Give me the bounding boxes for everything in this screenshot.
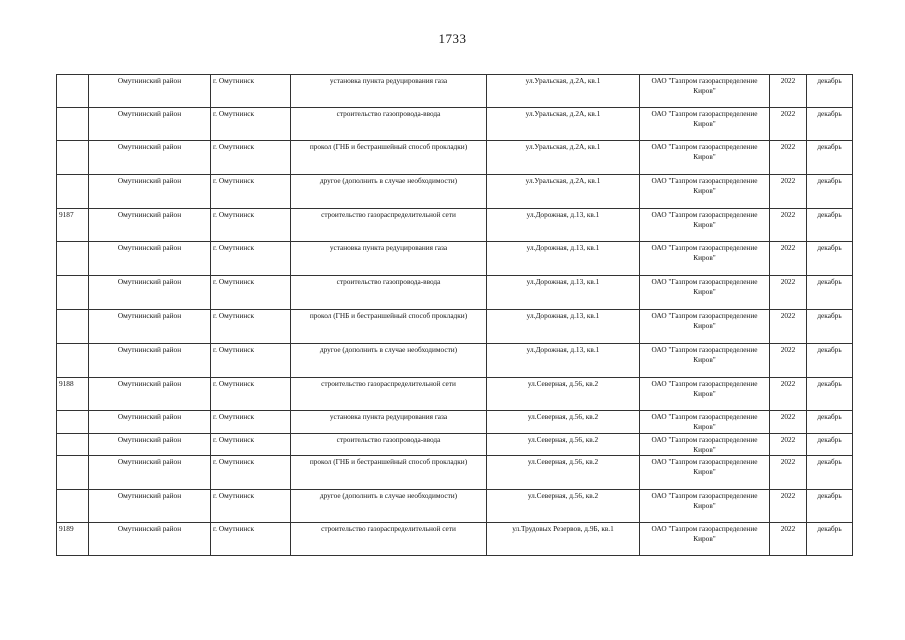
organization-cell (640, 433, 770, 456)
table-row (57, 242, 853, 276)
year-cell: 2022 (770, 523, 807, 556)
row-number (57, 175, 89, 209)
year-cell: 2022 (770, 209, 807, 242)
address-cell: ул.Дорожная, д.13, кв.1 (487, 344, 640, 378)
month-cell: декабрь (807, 242, 853, 276)
district-cell: Омутнинский район (89, 490, 211, 523)
row-number (57, 490, 89, 523)
organization-cell (640, 141, 770, 175)
table-row (57, 378, 853, 411)
organization-name-line: ОАО "Газпром газораспределение (651, 142, 758, 151)
organization-name-line: ОАО "Газпром газораспределение (651, 524, 758, 534)
address-cell: ул.Северная, д.56, кв.2 (487, 411, 640, 434)
organization-cell (640, 523, 770, 556)
organization-name-line: ОАО "Газпром газораспределение (651, 109, 758, 118)
table-row (57, 456, 853, 490)
work-type-cell: установка пункта редуцирования газа (291, 411, 487, 434)
table-row (57, 141, 853, 175)
district-cell: Омутнинский район (89, 310, 211, 344)
organization-cell (640, 411, 770, 434)
city-cell: г. Омутнинск (211, 276, 291, 310)
address-cell: ул.Уральская, д.2А, кв.1 (487, 141, 640, 175)
work-type-cell: строительство газораспределительной сети (291, 378, 487, 411)
district-cell: Омутнинский район (89, 108, 211, 141)
organization-city-line: Киров" (693, 354, 716, 364)
organization-cell (640, 242, 770, 276)
organization-cell (640, 490, 770, 523)
city-cell: г. Омутнинск (211, 490, 291, 523)
month-cell: декабрь (807, 490, 853, 523)
address-cell: ул.Уральская, д.2А, кв.1 (487, 108, 640, 141)
row-number (57, 276, 89, 310)
organization-cell (640, 108, 770, 141)
month-cell: декабрь (807, 456, 853, 490)
city-cell: г. Омутнинск (211, 344, 291, 378)
organization-name-line: ОАО "Газпром газораспределение (651, 176, 758, 185)
work-type-cell: прокол (ГНБ и бестраншейный способ прокладки) (291, 456, 487, 490)
work-type-cell: прокол (ГНБ и бестраншейный способ прокладки) (291, 310, 487, 344)
row-number (57, 141, 89, 175)
district-cell: Омутнинский район (89, 276, 211, 310)
district-cell: Омутнинский район (89, 411, 211, 434)
work-type-cell: установка пункта редуцирования газа (291, 242, 487, 276)
organization-name-line: ОАО "Газпром газораспределение (651, 243, 758, 252)
table-row (57, 433, 853, 456)
address-cell: ул.Дорожная, д.13, кв.1 (487, 276, 640, 310)
organization-city-line: Киров" (693, 467, 716, 477)
month-cell: декабрь (807, 411, 853, 434)
table-row (57, 108, 853, 141)
city-cell: г. Омутнинск (211, 433, 291, 456)
district-cell: Омутнинский район (89, 523, 211, 556)
organization-name-line: ОАО "Газпром газораспределение (651, 412, 758, 421)
address-cell: ул.Дорожная, д.13, кв.1 (487, 310, 640, 344)
table-row (57, 310, 853, 344)
month-cell: декабрь (807, 378, 853, 411)
month-cell: декабрь (807, 523, 853, 556)
district-cell: Омутнинский район (89, 75, 211, 108)
month-cell: декабрь (807, 108, 853, 141)
organization-name-line: ОАО "Газпром газораспределение (651, 311, 758, 320)
organization-city-line: Киров" (693, 85, 716, 95)
table-body (57, 75, 853, 556)
work-type-cell: другое (дополнить в случае необходимости) (291, 344, 487, 378)
address-cell: ул.Северная, д.56, кв.2 (487, 490, 640, 523)
work-type-cell: строительство газораспределительной сети (291, 523, 487, 556)
work-type-cell: строительство газопровода-ввода (291, 276, 487, 310)
month-cell: декабрь (807, 344, 853, 378)
city-cell: г. Омутнинск (211, 242, 291, 276)
city-cell: г. Омутнинск (211, 456, 291, 490)
table-row (57, 523, 853, 556)
row-number (57, 108, 89, 141)
row-number: 9189 (57, 523, 89, 556)
row-number (57, 75, 89, 108)
row-number (57, 433, 89, 456)
organization-cell (640, 378, 770, 411)
year-cell: 2022 (770, 490, 807, 523)
district-cell: Омутнинский район (89, 344, 211, 378)
city-cell: г. Омутнинск (211, 108, 291, 141)
organization-cell (640, 175, 770, 209)
city-cell: г. Омутнинск (211, 141, 291, 175)
address-cell: ул.Уральская, д.2А, кв.1 (487, 75, 640, 108)
table-row (57, 175, 853, 209)
work-type-cell: строительство газопровода-ввода (291, 433, 487, 456)
table-row (57, 276, 853, 310)
city-cell: г. Омутнинск (211, 411, 291, 434)
work-type-cell: строительство газораспределительной сети (291, 209, 487, 242)
address-cell: ул.Северная, д.56, кв.2 (487, 433, 640, 456)
table-row (57, 209, 853, 242)
table-row (57, 344, 853, 378)
year-cell: 2022 (770, 75, 807, 108)
table-row (57, 75, 853, 108)
organization-city-line: Киров" (693, 252, 716, 262)
month-cell: декабрь (807, 276, 853, 310)
address-cell: ул.Северная, д.56, кв.2 (487, 378, 640, 411)
organization-city-line: Киров" (693, 320, 716, 330)
month-cell: декабрь (807, 310, 853, 344)
organization-city-line: Киров" (693, 501, 716, 511)
district-cell: Омутнинский район (89, 175, 211, 209)
month-cell: декабрь (807, 175, 853, 209)
year-cell: 2022 (770, 456, 807, 490)
district-cell: Омутнинский район (89, 209, 211, 242)
year-cell: 2022 (770, 378, 807, 411)
organization-name-line: ОАО "Газпром газораспределение (651, 434, 758, 444)
organization-city-line: Киров" (693, 444, 716, 454)
organization-city-line: Киров" (693, 151, 716, 161)
district-cell: Омутнинский район (89, 378, 211, 411)
row-number (57, 310, 89, 344)
city-cell: г. Омутнинск (211, 310, 291, 344)
organization-cell (640, 276, 770, 310)
organization-cell (640, 344, 770, 378)
organization-name-line: ОАО "Газпром газораспределение (651, 457, 758, 467)
work-type-cell: прокол (ГНБ и бестраншейный способ прокладки) (291, 141, 487, 175)
organization-name-line: ОАО "Газпром газораспределение (651, 345, 758, 354)
month-cell: декабрь (807, 141, 853, 175)
table-row (57, 411, 853, 434)
work-type-cell: строительство газопровода-ввода (291, 108, 487, 141)
address-cell: ул.Северная, д.56, кв.2 (487, 456, 640, 490)
table-row (57, 490, 853, 523)
row-number: 9187 (57, 209, 89, 242)
organization-name-line: ОАО "Газпром газораспределение (651, 491, 758, 501)
year-cell: 2022 (770, 276, 807, 310)
city-cell: г. Омутнинск (211, 523, 291, 556)
city-cell: г. Омутнинск (211, 75, 291, 108)
year-cell: 2022 (770, 108, 807, 141)
address-cell: ул.Уральская, д.2А, кв.1 (487, 175, 640, 209)
organization-name-line: ОАО "Газпром газораспределение (651, 277, 758, 286)
row-number (57, 242, 89, 276)
year-cell: 2022 (770, 175, 807, 209)
year-cell: 2022 (770, 433, 807, 456)
organization-city-line: Киров" (693, 286, 716, 296)
organization-city-line: Киров" (693, 421, 716, 431)
organization-name-line: ОАО "Газпром газораспределение (651, 379, 758, 388)
work-type-cell: другое (дополнить в случае необходимости) (291, 175, 487, 209)
month-cell: декабрь (807, 75, 853, 108)
address-cell: ул.Дорожная, д.13, кв.1 (487, 209, 640, 242)
organization-city-line: Киров" (693, 534, 716, 544)
address-cell: ул.Трудовых Резервов, д.9Б, кв.1 (487, 523, 640, 556)
organization-name-line: ОАО "Газпром газораспределение (651, 210, 758, 219)
organization-cell (640, 310, 770, 344)
work-type-cell: другое (дополнить в случае необходимости) (291, 490, 487, 523)
page-number: 1733 (438, 31, 467, 46)
year-cell: 2022 (770, 411, 807, 434)
organization-cell (640, 456, 770, 490)
row-number (57, 344, 89, 378)
gasification-table (56, 74, 853, 556)
organization-city-line: Киров" (693, 388, 716, 398)
month-cell: декабрь (807, 209, 853, 242)
row-number (57, 411, 89, 434)
address-cell: ул.Дорожная, д.13, кв.1 (487, 242, 640, 276)
organization-cell (640, 209, 770, 242)
organization-cell (640, 75, 770, 108)
organization-city-line: Киров" (693, 118, 716, 128)
year-cell: 2022 (770, 344, 807, 378)
district-cell: Омутнинский район (89, 242, 211, 276)
month-cell: декабрь (807, 433, 853, 456)
year-cell: 2022 (770, 242, 807, 276)
organization-name-line: ОАО "Газпром газораспределение (651, 76, 758, 85)
organization-city-line: Киров" (693, 185, 716, 195)
district-cell: Омутнинский район (89, 141, 211, 175)
district-cell: Омутнинский район (89, 433, 211, 456)
row-number: 9188 (57, 378, 89, 411)
city-cell: г. Омутнинск (211, 378, 291, 411)
year-cell: 2022 (770, 141, 807, 175)
organization-city-line: Киров" (693, 219, 716, 229)
year-cell: 2022 (770, 310, 807, 344)
work-type-cell: установка пункта редуцирования газа (291, 75, 487, 108)
row-number (57, 456, 89, 490)
city-cell: г. Омутнинск (211, 209, 291, 242)
city-cell: г. Омутнинск (211, 175, 291, 209)
district-cell: Омутнинский район (89, 456, 211, 490)
